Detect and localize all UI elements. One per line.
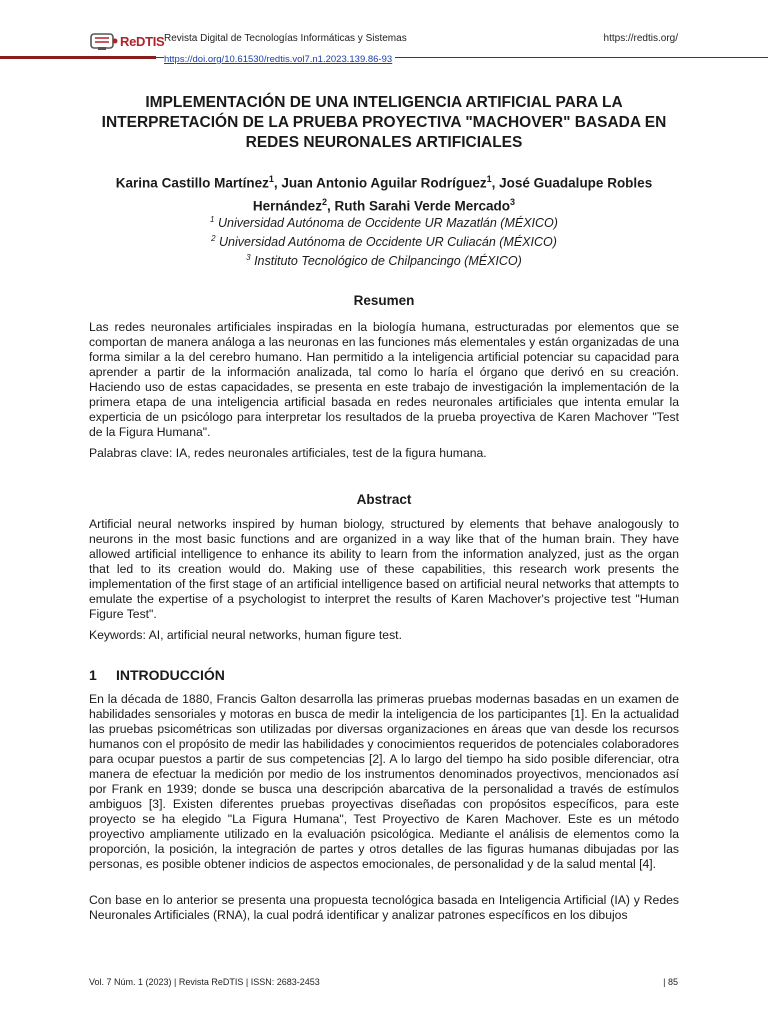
redtis-logo[interactable]: [89, 30, 164, 52]
doi-link[interactable]: https://doi.org/10.61530/redtis.vol7.n1.2023.139.86-93: [164, 54, 395, 65]
intro-paragraph-2: Con base en lo anterior se presenta una propuesta tecnológica basada en Inteligencia Artificial (IA) y Redes Neuronales Artificiales (RNA), la cual podrá identificar y analizar patrones específicos en los dibujos: [89, 893, 679, 922]
paper-title: IMPLEMENTACIÓN DE UNA INTELIGENCIA ARTIFICIAL PARA LA INTERPRETACIÓN DE LA PRUEBA PROYECTIVA "MACHOVER" BASADA EN REDES NEURONALES ARTIFICIALES: [101, 94, 667, 151]
author-affiliation-marker: 1: [268, 174, 274, 184]
journal-name: Revista Digital de Tecnologías Informáticas y Sistemas: [164, 33, 407, 44]
page-number: | 85: [663, 977, 678, 987]
header-rule-thick: [0, 56, 156, 59]
affiliation-marker: 3: [246, 253, 251, 263]
affiliation-marker: 2: [211, 234, 216, 244]
resumen-keywords: Palabras clave: IA, redes neuronales artificiales, test de la figura humana.: [89, 446, 487, 460]
author-separator: ,: [326, 198, 335, 213]
author-name: Ruth Sarahi Verde Mercado: [334, 198, 511, 213]
author-affiliation-marker: 2: [321, 196, 327, 207]
abstract-body: Artificial neural networks inspired by human biology, structured by elements that behave analogously to neurons in the most basic functions and are organized in a way like that of the human brain. They have allowed artificial intelligence to enhance its ability to learn from the information analyzed, just as the organ that led to its creation would do. Making use of these capabilities, this research work presents the implementation of the first stage of an artificial intelligence based on artificial neural networks that attempts to emulate the expertise of a psychologist to interpret the results of Karen Machover's projective test "Human Figure Test".: [89, 517, 679, 621]
author-name: José Guadalupe Robles Hernández: [252, 175, 653, 213]
redtis-logo-icon: [89, 30, 119, 52]
author-separator: ,: [491, 175, 500, 191]
affiliation-text: Universidad Autónoma de Occidente UR Mazatlán (MÉXICO): [214, 216, 558, 231]
affiliation-item: [90, 250, 678, 269]
author-name: Karina Castillo Martínez: [115, 175, 269, 191]
affiliation-text: Universidad Autónoma de Occidente UR Culiacán (MÉXICO): [215, 235, 557, 250]
author-affiliation-marker: 1: [486, 174, 492, 184]
author-name: Juan Antonio Aguilar Rodríguez: [281, 175, 487, 191]
author-separator: ,: [273, 175, 282, 191]
author-list: [90, 170, 678, 215]
affiliation-text: Instituto Tecnológico de Chilpancingo (MÉXICO): [250, 254, 522, 269]
affiliation-item: [90, 212, 678, 231]
author-affiliation-marker: 3: [510, 196, 516, 207]
site-url-link[interactable]: https://redtis.org/: [603, 33, 678, 44]
logo-text: ReDTIS: [120, 33, 165, 49]
section-number: 1: [89, 667, 97, 683]
affiliation-item: [90, 231, 678, 250]
affiliation-list: [90, 212, 678, 269]
resumen-heading: Resumen: [353, 293, 415, 308]
footer-citation: Vol. 7 Núm. 1 (2023) | Revista ReDTIS | ISSN: 2683-2453: [89, 977, 320, 987]
section-heading-introduccion: [89, 667, 225, 683]
section-title: INTRODUCCIÓN: [116, 667, 225, 683]
intro-paragraph-1: En la década de 1880, Francis Galton desarrolla las primeras pruebas modernas basadas en un examen de habilidades sensoriales y motoras en busca de medir la inteligencia de los participantes [1]. En la actualidad las pruebas psicométricas son utilizadas por diversas organizaciones en áreas que van desde los recursos humanos con el propósito de medir las habilidades y conocimientos requeridos de potenciales colaboradores para ocupar puestos a partir de sus competencias [2]. A lo largo del tiempo ha sido posible diferenciar, otra manera de efectuar la medición por medio de los instrumentos denominados proyectivos, mencionados así por Frank en 1939; donde se busca una descripción abarcativa de la personalidad a través de estímulos ambiguos [3]. Existen diferentes pruebas proyectivas diseñadas con propósitos específicos, para este proyecto se ha elegido "La Figura Humana", Test Proyectivo de Karen Machover. Este es un método proyectivo ampliamente utilizado en la evaluación psicológica. Mediante el análisis de elementos como la proporción, la posición, la integración de partes y otros detalles de las figuras humanas dibujadas por las personas, es posible obtener indicios de aspectos emocionales, de personalidad y de la salud mental [4].: [89, 692, 679, 871]
affiliation-marker: 1: [210, 215, 215, 224]
page-header: [0, 0, 768, 70]
abstract-heading: Abstract: [356, 492, 412, 507]
resumen-body: Las redes neuronales artificiales inspiradas en la biología humana, estructuradas por elementos que se comportan de manera análoga a las neuronas en las funciones más elementales y están organizadas de una forma similar a la del cerebro humano. Han permitido a la inteligencia artificial potenciar su capacidad para aprender a partir de la información analizada, tal como lo haría el órgano que derivó en su creación. Haciendo uso de estas capacidades, se presenta en este trabajo de investigación la implementación de la primera etapa de una inteligencia artificial basada en redes neuronales artificiales que intenta emular la experticia de un psicólogo para interpretar los resultados de la prueba proyectiva de Karen Machover "Test de la Figura Humana".: [89, 320, 679, 439]
abstract-keywords: Keywords: AI, artificial neural networks, human figure test.: [89, 628, 402, 642]
